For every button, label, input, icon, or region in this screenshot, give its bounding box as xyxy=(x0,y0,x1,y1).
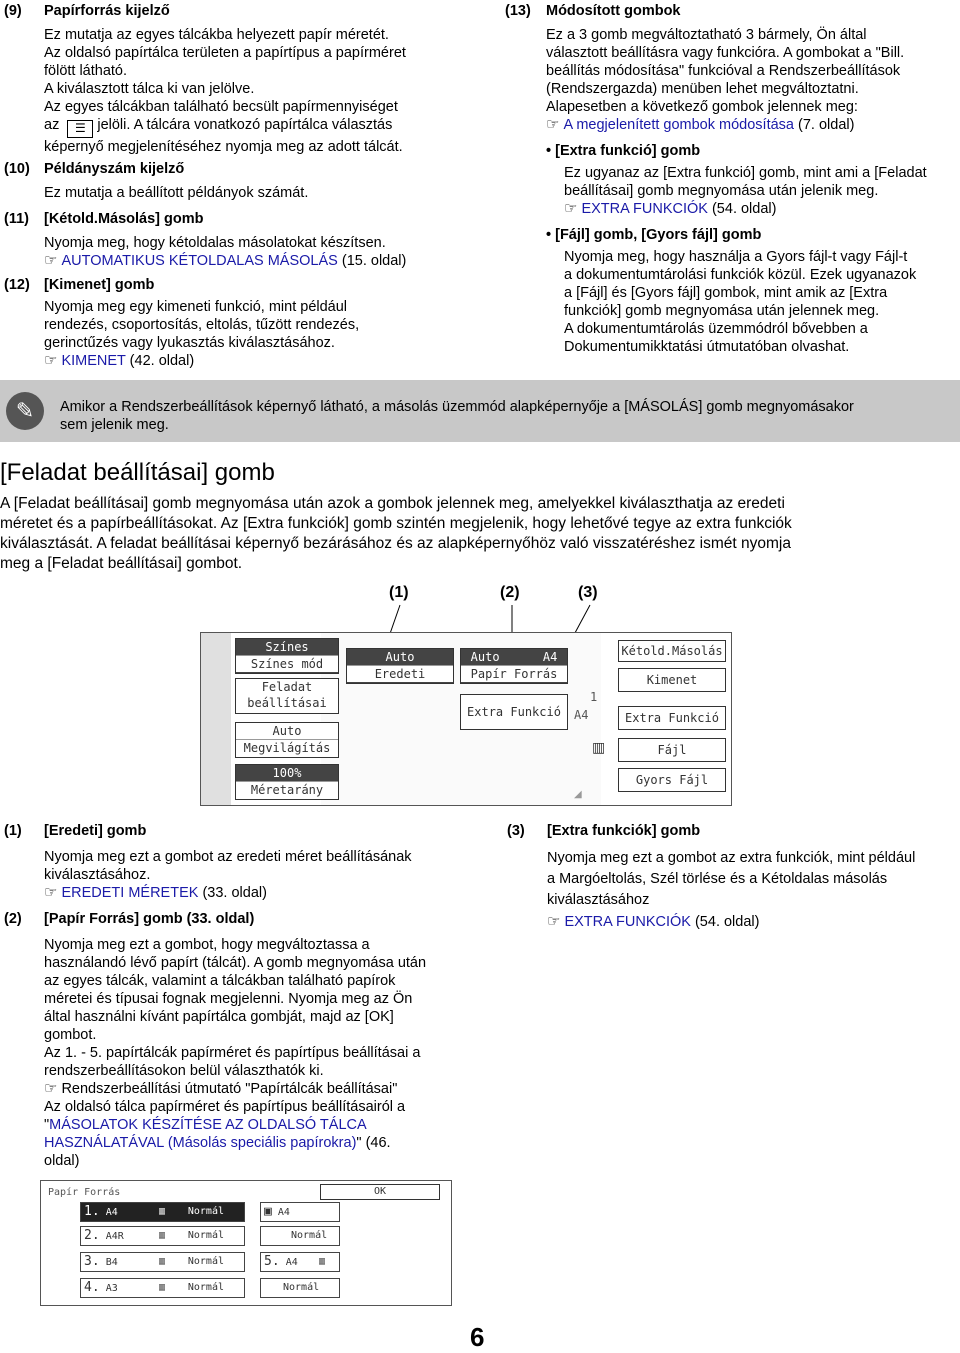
text-line: Ez ugyanaz az [Extra funkció] gomb, mint ami a [Feladat xyxy=(564,165,927,181)
paper-quantity-icon: ▥ xyxy=(159,1230,166,1241)
callout-label: (3) xyxy=(578,584,598,601)
item-title: [Kimenet] gomb xyxy=(44,277,155,293)
item-body: Ez mutatja a beállított példányok számát. xyxy=(44,185,309,201)
bypass-tray-button[interactable]: ▣ A4 xyxy=(260,1202,340,1222)
bypass-icon: ▣ xyxy=(264,1204,272,1219)
output-button[interactable]: Kimenet xyxy=(618,668,726,692)
text-line: fölött látható. xyxy=(44,63,128,79)
item-number: (2) xyxy=(4,911,22,927)
screen-left-strip xyxy=(201,633,231,805)
pointing-hand-icon: ☞ xyxy=(44,884,58,901)
tray-3-button[interactable]: 3. B4 ▥ Normál xyxy=(80,1252,245,1272)
exposure-button[interactable]: Auto Megvilágítás xyxy=(235,722,339,758)
tray-4-button[interactable]: 4. A3 ▥ Normál xyxy=(80,1278,245,1298)
text-line: Alapesetben a következő gombok jelennek meg: xyxy=(546,99,858,115)
text-line: gombot. xyxy=(44,1027,97,1043)
tray-5-button[interactable]: 5. A4 ▥ xyxy=(260,1252,340,1272)
original-button[interactable]: Auto Eredeti xyxy=(346,648,454,684)
page-number: 6 xyxy=(470,1322,485,1352)
screen-title: Papír Forrás xyxy=(48,1187,121,1198)
text-line: gerinctűzés vagy lyukasztás kiválasztásához. xyxy=(44,335,335,351)
item-body xyxy=(547,848,915,933)
text-line: Nyomja meg egy kimeneti funkció, mint például xyxy=(44,299,348,315)
text-line: Nyomja meg ezt a gombot az eredeti méret beállításának xyxy=(44,849,412,865)
item-number: (11) xyxy=(4,211,29,227)
reference-link[interactable]: EREDETI MÉRETEK xyxy=(61,885,199,901)
item-number: (9) xyxy=(4,3,22,19)
paper-quantity-icon: ▥ xyxy=(159,1256,166,1267)
tray-2-button[interactable]: 2. A4R ▥ Normál xyxy=(80,1226,245,1246)
text-line: által használni kívánt papírtálca gombját, majd az [OK] xyxy=(44,1009,394,1025)
paper-quantity-icon: ▥ xyxy=(159,1206,166,1217)
text-line: oldal) xyxy=(44,1153,80,1169)
item-number: (1) xyxy=(4,823,22,839)
item-title: [Kétold.Másolás] gomb xyxy=(44,211,204,227)
paper-quantity-icon: ▥ xyxy=(159,1282,166,1293)
text-line: a Margóeltolás, Szél törlése és a Kétoldalas másolás xyxy=(547,871,888,887)
item-number: (13) xyxy=(505,3,531,19)
item-title: Módosított gombok xyxy=(546,3,681,19)
ok-button[interactable]: OK xyxy=(320,1184,440,1200)
reference-line: ☞ EXTRA FUNKCIÓK (54. oldal) xyxy=(547,913,760,930)
item-number: (10) xyxy=(4,161,30,177)
text-line: A kiválasztott tálca ki van jelölve. xyxy=(44,81,255,97)
special-modes-shortcut-button[interactable]: Extra Funkció xyxy=(618,706,726,730)
reference-link[interactable]: EXTRA FUNKCIÓK xyxy=(581,201,708,217)
item-body: Nyomja meg, hogy kétoldalas másolatokat készítsen. xyxy=(44,235,386,251)
text-line: rendezés, csoportosítás, eltolás, tűzött rendezés, xyxy=(44,317,360,333)
bullet-title: • [Extra funkció] gomb xyxy=(546,143,701,159)
tray-5-type-label: Normál xyxy=(260,1278,340,1298)
reference-link[interactable]: AUTOMATIKUS KÉTOLDALAS MÁSOLÁS xyxy=(61,253,338,269)
text-line: (Rendszergazda) menüben lehet megváltoztatni. xyxy=(546,81,859,97)
text-line: a dokumentumtárolási funkciók közül. Ezek ugyanazok xyxy=(564,267,917,283)
text-line: Az 1. - 5. papírtálcák papírméret és papírtípus beállításai a xyxy=(44,1045,421,1061)
section-title: [Feladat beállításai] gomb xyxy=(0,459,275,486)
text-line: kiválasztásához xyxy=(547,892,650,908)
tray-1-button[interactable]: 1. A4 ▥ Normál xyxy=(80,1202,245,1222)
text-line: beállítás módosítása" funkcióval a Rendszerbeállítások xyxy=(546,63,901,79)
callout-label: (2) xyxy=(500,584,520,601)
text-line: a [Fájl] és [Gyors fájl] gombok, mint amik az [Extra xyxy=(564,285,888,301)
pencil-icon: ✎ xyxy=(6,392,44,430)
text-line: funkciók] gomb megnyomása után jelennek meg. xyxy=(564,303,880,319)
pointing-hand-icon: ☞ xyxy=(44,352,58,369)
text-line: rendszerbeállításokon belül választhatók ki. xyxy=(44,1063,324,1079)
paper-select-button[interactable]: Auto A4 Papír Forrás xyxy=(460,648,568,684)
text-line: A [Feladat beállításai] gomb megnyomása után azok a gombok jelennek meg, amelyekkel kiválaszthatja az eredeti xyxy=(0,495,785,512)
text-line: Nyomja meg ezt a gombot, hogy megváltoztassa a xyxy=(44,937,370,953)
copy-ratio-button[interactable]: 100% Méretarány xyxy=(235,764,339,800)
reference-link[interactable]: MÁSOLATOK KÉSZÍTÉSE AZ OLDALSÓ TÁLCA xyxy=(49,1117,367,1133)
item-title: Papírforrás kijelző xyxy=(44,3,170,19)
behind-label: 1 A4 xyxy=(574,690,598,722)
item-title: [Extra funkciók] gomb xyxy=(547,823,701,839)
paper-quantity-icon: ☰ xyxy=(67,120,93,138)
pointing-hand-icon: ☞ xyxy=(564,200,578,217)
text-line: képernyő megjelenítéséhez nyomja meg az adott tálcát. xyxy=(44,139,403,155)
text-line: beállításai] gomb megnyomása után jelenik meg. xyxy=(564,183,879,199)
item-title: [Papír Forrás] gomb (33. oldal) xyxy=(44,911,255,927)
text-line: Az egyes tálcákban található becsült papírmennyiséget xyxy=(44,99,398,115)
text-line: kiválasztásához. xyxy=(44,867,151,883)
reference-line: ☞ A megjelenített gombok módosítása (7. oldal) xyxy=(546,116,855,133)
pointing-hand-icon: ☞ xyxy=(546,116,560,133)
text-line: Nyomja meg, hogy használja a Gyors fájl-t vagy Fájl-t xyxy=(564,249,908,265)
text-line: Az oldalsó papírtálca területen a papírtípus a papírméret xyxy=(44,45,406,61)
quick-file-button[interactable]: Gyors Fájl xyxy=(618,768,726,792)
reference-line: ☞ AUTOMATIKUS KÉTOLDALAS MÁSOLÁS (15. oldal) xyxy=(44,252,407,269)
text-line: választott beállításra vagy funkcióra. A gombokat a "Bill. xyxy=(546,45,905,61)
text-line: Dokumentumikktatási útmutatóban olvashat. xyxy=(564,339,850,355)
bullet-title: • [Fájl] gomb, [Gyors fájl] gomb xyxy=(546,227,762,243)
color-mode-button[interactable]: Színes Színes mód xyxy=(235,638,339,674)
reference-line: HASZNÁLATÁVAL (Másolás speciális papírokra)" (46. xyxy=(44,1135,391,1151)
item-number: (12) xyxy=(4,277,30,293)
text-line: Ez a 3 gomb megváltoztatható 3 bármely, Ön által xyxy=(546,27,867,43)
text-line: A dokumentumtárolás üzemmódról bővebben a xyxy=(564,321,868,337)
item-title: Példányszám kijelző xyxy=(44,161,185,177)
item-body xyxy=(44,936,426,1170)
duplex-copy-button[interactable]: Kétold.Másolás xyxy=(618,640,726,662)
item-body xyxy=(44,848,412,902)
pointing-hand-icon: ☞ xyxy=(44,252,58,269)
text-line: Az oldalsó tálca papírméret és papírtípus beállításairól a xyxy=(44,1099,406,1115)
item-title: [Eredeti] gomb xyxy=(44,823,147,839)
text-line: méretet és a papírbeállításokat. Az [Extra funkciók] gomb szintén megjelenik, hogy lehetővé tegye az extra funkciók xyxy=(0,515,792,532)
file-button[interactable]: Fájl xyxy=(618,738,726,762)
pointing-hand-icon: ☞ xyxy=(547,913,561,930)
pointing-hand-icon: ☞ xyxy=(44,1080,58,1097)
text-line: kiválasztását. A feladat beállításai képernyő bezárásához és az alapképernyőhöz való visszatéréshez ismét nyomja xyxy=(0,535,791,552)
reference-line: ☞ EREDETI MÉRETEK (33. oldal) xyxy=(44,884,267,901)
text-line: meg a [Feladat beállításai] gombot. xyxy=(0,555,243,572)
special-modes-button[interactable]: Extra Funkció xyxy=(460,694,568,730)
paper-quantity-icon: ▥ xyxy=(319,1256,326,1267)
text-line: használandó lévő papírt (tálcát). A gomb megnyomása után xyxy=(44,955,427,971)
text-line: méretei és típusai fognak megjelenni. Nyomja meg az Ön xyxy=(44,991,413,1007)
text-line: Nyomja meg ezt a gombot az extra funkciók, mint például xyxy=(547,850,916,866)
reference-line: ☞ EXTRA FUNKCIÓK (54. oldal) xyxy=(564,200,777,217)
reference-line: "MÁSOLATOK KÉSZÍTÉSE AZ OLDALSÓ TÁLCA xyxy=(44,1117,367,1133)
text-line: Ez mutatja az egyes tálcákba helyezett papír méretét. xyxy=(44,27,389,43)
note-text: Amikor a Rendszerbeállítások képernyő látható, a másolás üzemmód alapképernyője a [MÁSOLÁS] gomb megnyomásakor sem jelenik meg. xyxy=(60,399,854,433)
reference-link[interactable]: EXTRA FUNKCIÓK xyxy=(564,914,691,930)
scroll-grip-icon: ◢ xyxy=(574,789,582,800)
reference-link[interactable]: KIMENET xyxy=(61,353,126,369)
reference-link[interactable]: HASZNÁLATÁVAL (Másolás speciális papírokra) xyxy=(44,1135,357,1151)
job-settings-button[interactable]: Feladat beállításai xyxy=(235,678,339,714)
reference-link[interactable]: A megjelenített gombok módosítása xyxy=(563,117,794,133)
item-number: (3) xyxy=(507,823,525,839)
paper-quantity-icon: ▥ xyxy=(592,739,606,755)
bypass-type-label: Normál xyxy=(260,1226,340,1246)
reference-line: ☞ Rendszerbeállítási útmutató "Papírtálcák beállításai" xyxy=(44,1080,398,1097)
callout-label: (1) xyxy=(389,584,409,601)
text-line: az ☰ jelöli. A tálcára vonatkozó papírtálca választás xyxy=(44,116,406,138)
text-line: az egyes tálcák, valamint a tálcákban található papírok xyxy=(44,973,396,989)
reference-line: ☞ KIMENET (42. oldal) xyxy=(44,352,195,369)
